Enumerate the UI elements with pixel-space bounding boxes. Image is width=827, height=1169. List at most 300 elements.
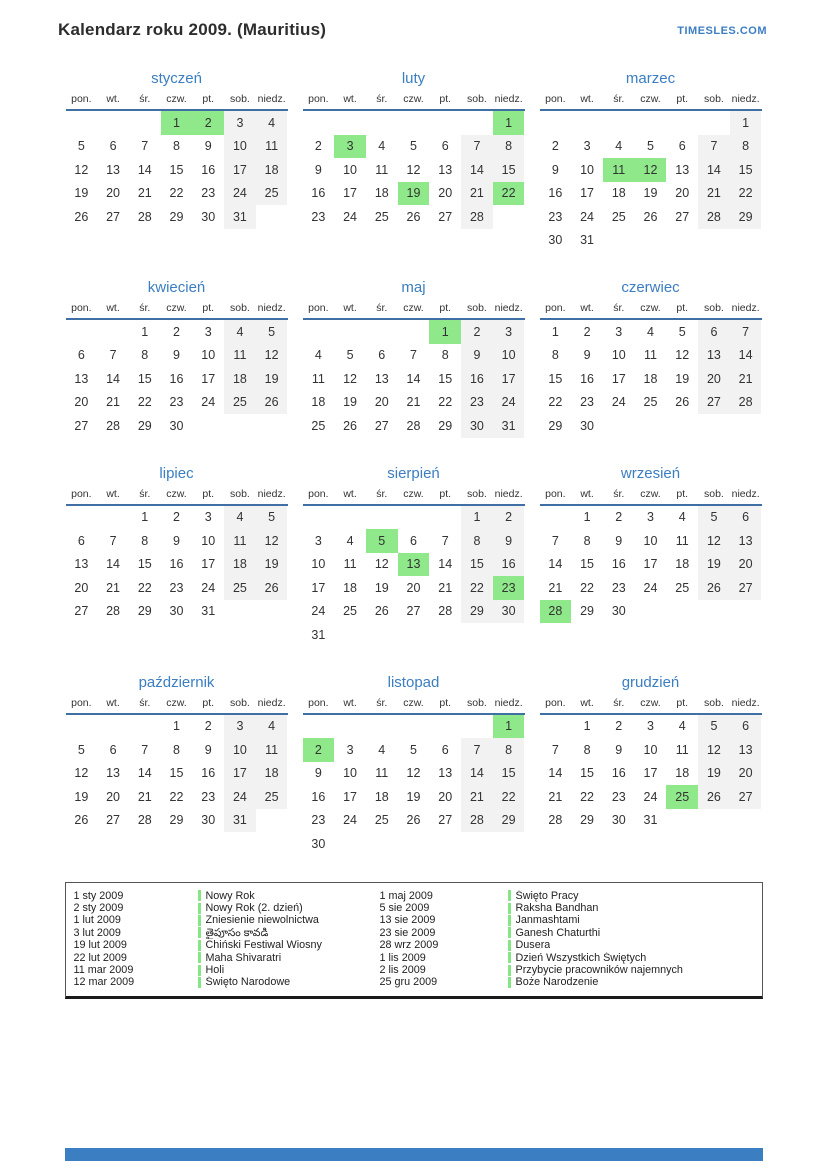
day-cell: 27: [698, 391, 730, 415]
day-cell: 6: [77, 348, 85, 363]
weekday-header: śr.: [613, 487, 625, 500]
holiday-label: Dusera: [515, 939, 551, 952]
day-cell: 26: [406, 813, 421, 828]
day-cell: [635, 414, 667, 438]
day-cell: 12: [74, 162, 89, 177]
holiday-name: [508, 927, 756, 939]
month-title: marzec: [625, 70, 676, 87]
day-cell: 27: [438, 813, 453, 828]
day-cell: 5: [410, 139, 417, 154]
day-cell: 26: [406, 209, 421, 224]
weekday-header: sob.: [229, 93, 250, 105]
holiday-name: [508, 976, 756, 988]
day-cell: 16: [611, 557, 626, 572]
day-cell: 24: [224, 785, 256, 809]
day-cell: 15: [461, 553, 493, 577]
day-cell: 3: [224, 715, 256, 739]
holiday-name: [508, 939, 756, 951]
day-cell: 11: [603, 158, 635, 182]
day-cell: 4: [615, 139, 623, 154]
weekday-header: śr.: [139, 696, 151, 709]
day-cell: 21: [106, 395, 121, 410]
day-cell: [635, 229, 667, 253]
day-cell: 18: [374, 186, 389, 201]
day-cell: 13: [106, 162, 121, 177]
weekday-row: [540, 488, 762, 506]
holiday-legend: [65, 882, 763, 999]
day-cell: 21: [698, 182, 730, 206]
day-cell: [398, 623, 430, 647]
day-cell: [398, 320, 430, 344]
day-cell: 11: [311, 371, 325, 386]
day-cell: [493, 205, 525, 229]
holiday-label: Święto Narodowe: [205, 976, 291, 989]
day-cell: 5: [698, 715, 730, 739]
day-cell: [730, 229, 762, 253]
day-cell: 27: [730, 785, 762, 809]
day-cell: 2: [303, 738, 335, 762]
day-cell: 30: [580, 418, 595, 433]
day-cell: 14: [106, 371, 121, 386]
holiday-marker: [508, 915, 511, 926]
day-cell: [334, 715, 366, 739]
day-cell: 10: [643, 742, 658, 757]
day-cell: 20: [675, 186, 690, 201]
day-cell: 27: [406, 604, 421, 619]
month-title: listopad: [387, 673, 440, 691]
day-cell: [603, 414, 635, 438]
day-cell: [398, 715, 430, 739]
day-cell: 9: [173, 533, 180, 548]
weekday-header: wt.: [580, 93, 594, 105]
day-cell: 16: [580, 371, 595, 386]
page-title: Kalendarz roku 2009. (Mauritius): [58, 20, 327, 39]
day-cell: [334, 320, 366, 344]
day-cell: 26: [256, 576, 288, 600]
day-cell: 14: [698, 158, 730, 182]
day-cell: 5: [256, 320, 288, 344]
weekday-header: pt.: [202, 696, 215, 709]
day-cell: 31: [580, 233, 595, 248]
day-cell: 15: [730, 158, 762, 182]
weekday-header: czw.: [403, 487, 424, 500]
day-cell: 26: [698, 576, 730, 600]
day-cell: [366, 506, 398, 530]
day-cell: [429, 623, 461, 647]
day-cell: 20: [106, 186, 121, 201]
day-cell: 14: [106, 557, 121, 572]
day-cell: 21: [137, 789, 152, 804]
day-cell: 9: [583, 348, 591, 363]
day-cell: [303, 320, 335, 344]
day-cell: 26: [74, 813, 89, 828]
holiday-date: 2 lis 2009: [379, 963, 426, 976]
day-cell: 18: [675, 557, 690, 572]
day-cell: 19: [374, 580, 389, 595]
month-block-9: [540, 465, 762, 624]
month-block-11: [303, 674, 525, 856]
day-cell: 3: [314, 533, 322, 548]
day-cell: 8: [583, 533, 591, 548]
weekday-header: pt.: [676, 696, 689, 709]
day-cell: 12: [635, 158, 667, 182]
day-cell: 16: [311, 789, 326, 804]
day-cell: 11: [375, 162, 389, 177]
weekday-row: [66, 488, 288, 506]
day-cell: 3: [583, 139, 591, 154]
day-cell: 29: [169, 209, 184, 224]
day-cell: 17: [611, 371, 626, 386]
day-cell: 26: [643, 209, 658, 224]
weekday-header: pon.: [71, 93, 92, 105]
day-cell: 19: [74, 186, 89, 201]
day-cell: 7: [698, 135, 730, 159]
holiday-date: 3 lut 2009: [73, 926, 121, 939]
day-cell: 3: [204, 510, 212, 525]
holiday-label: Przybycie pracowników najemnych: [515, 963, 683, 976]
day-cell: 20: [406, 580, 421, 595]
weekday-header: niedz.: [731, 93, 760, 105]
day-cell: 12: [374, 557, 389, 572]
weekday-header: śr.: [376, 487, 388, 500]
holiday-label: Zniesienie niewolnictwa: [205, 914, 319, 927]
day-cell: [429, 111, 461, 135]
site-link[interactable]: TIMESLES.COM: [677, 25, 767, 37]
day-cell: 12: [343, 371, 358, 386]
day-cell: 16: [169, 371, 184, 386]
holiday-marker: [198, 977, 201, 988]
day-cell: 13: [74, 557, 89, 572]
day-cell: 22: [169, 186, 184, 201]
holiday-name: [198, 964, 380, 976]
weekday-row: [540, 302, 762, 320]
day-cell: 3: [224, 111, 256, 135]
holiday-label: తైపూసం కావడి: [205, 926, 269, 939]
day-cell: [366, 111, 398, 135]
weekday-header: sob.: [466, 302, 487, 314]
day-cell: 17: [224, 158, 256, 182]
holiday-marker: [508, 903, 511, 914]
day-cell: 16: [201, 766, 216, 781]
day-cell: 28: [137, 209, 152, 224]
day-cell: 2: [173, 324, 180, 339]
day-cell: 27: [438, 209, 453, 224]
weekday-header: sob.: [466, 93, 487, 105]
day-cell: 29: [548, 418, 563, 433]
day-cell: 17: [224, 762, 256, 786]
day-cell: 10: [343, 162, 358, 177]
weekday-header: wt.: [343, 696, 357, 709]
day-cell: 21: [548, 580, 563, 595]
day-cell: 16: [493, 553, 525, 577]
day-cell: [224, 600, 256, 624]
day-cell: [66, 111, 98, 135]
day-cell: 24: [643, 789, 658, 804]
month-title: sierpień: [387, 464, 440, 482]
day-cell: 25: [611, 209, 626, 224]
day-cell: 6: [730, 715, 762, 739]
month-block-3: [540, 70, 762, 252]
day-cell: 9: [314, 766, 322, 781]
day-cell: 11: [644, 348, 657, 363]
day-cell: 22: [548, 395, 563, 410]
day-cell: 31: [643, 813, 658, 828]
day-cell: 22: [438, 395, 453, 410]
day-cell: 4: [647, 324, 654, 339]
day-cell: 1: [141, 510, 149, 525]
weekday-row: [303, 93, 525, 111]
day-cell: [334, 506, 366, 530]
weekday-header: sob.: [229, 696, 250, 709]
day-cell: 16: [611, 766, 626, 781]
day-grid: [66, 506, 288, 624]
day-cell: 2: [615, 510, 623, 525]
day-cell: 30: [611, 604, 626, 619]
holiday-marker: [198, 915, 201, 926]
day-cell: 6: [410, 533, 417, 548]
day-cell: 1: [493, 715, 525, 739]
day-cell: [398, 506, 430, 530]
month-block-1: [66, 70, 288, 229]
day-cell: 22: [493, 785, 525, 809]
day-grid: [66, 715, 288, 833]
day-cell: 5: [647, 139, 654, 154]
holiday-label: Ganesh Chaturthi: [515, 926, 601, 939]
month-block-6: [540, 279, 762, 438]
day-cell: 13: [438, 766, 453, 781]
weekday-header: pon.: [545, 696, 566, 709]
day-cell: 28: [698, 205, 730, 229]
weekday-header: wt.: [343, 487, 357, 500]
day-grid: [303, 506, 525, 647]
day-cell: 14: [438, 557, 453, 572]
day-cell: 11: [224, 344, 256, 368]
day-cell: [398, 832, 430, 856]
day-cell: 27: [106, 209, 121, 224]
day-cell: 11: [224, 529, 256, 553]
day-cell: 8: [141, 348, 149, 363]
weekday-header: pt.: [202, 93, 215, 105]
day-cell: 18: [224, 367, 256, 391]
day-cell: 26: [698, 785, 730, 809]
weekday-header: niedz.: [731, 487, 760, 500]
day-cell: 6: [441, 742, 449, 757]
day-cell: 13: [730, 738, 762, 762]
weekday-header: śr.: [613, 302, 625, 314]
day-cell: 26: [256, 391, 288, 415]
day-cell: 28: [406, 418, 421, 433]
holiday-date: 23 sie 2009: [379, 926, 436, 939]
day-cell: 12: [406, 162, 421, 177]
day-cell: 27: [74, 418, 89, 433]
weekday-header: pt.: [676, 93, 689, 105]
day-cell: 12: [698, 738, 730, 762]
day-cell: 13: [106, 766, 121, 781]
day-cell: 8: [173, 139, 180, 154]
day-cell: 21: [548, 789, 563, 804]
day-cell: 14: [461, 158, 493, 182]
day-cell: 24: [493, 391, 525, 415]
day-grid: [540, 715, 762, 833]
weekday-header: czw.: [640, 487, 661, 500]
day-cell: 13: [675, 162, 690, 177]
weekday-header: niedz.: [257, 93, 286, 105]
day-cell: 15: [580, 766, 595, 781]
day-cell: 17: [311, 580, 326, 595]
day-grid: [66, 320, 288, 438]
day-cell: 17: [343, 789, 358, 804]
day-cell: 8: [493, 738, 525, 762]
day-cell: [603, 229, 635, 253]
weekday-header: czw.: [640, 93, 661, 105]
weekday-header: czw.: [640, 302, 661, 314]
day-cell: [366, 320, 398, 344]
weekday-header: śr.: [376, 93, 388, 105]
day-cell: 8: [551, 348, 559, 363]
weekday-header: czw.: [640, 696, 661, 709]
day-cell: 8: [141, 533, 149, 548]
weekday-header: czw.: [166, 696, 187, 709]
day-cell: 15: [137, 371, 152, 386]
day-cell: 30: [493, 600, 525, 624]
day-cell: 13: [398, 553, 430, 577]
day-cell: 21: [406, 395, 421, 410]
holiday-date: 22 lut 2009: [73, 951, 127, 964]
day-cell: 7: [410, 348, 417, 363]
day-cell: 18: [256, 158, 288, 182]
day-cell: 29: [169, 813, 184, 828]
day-cell: [366, 715, 398, 739]
weekday-header: niedz.: [494, 487, 523, 500]
day-cell: 4: [224, 320, 256, 344]
holiday-marker: [198, 952, 201, 963]
day-cell: [97, 111, 129, 135]
holiday-label: Maha Shivaratri: [205, 951, 282, 964]
day-grid: [303, 320, 525, 438]
day-cell: 20: [730, 553, 762, 577]
day-cell: [730, 809, 762, 833]
day-cell: [366, 623, 398, 647]
day-cell: 1: [583, 719, 591, 734]
day-cell: [493, 623, 525, 647]
day-cell: 9: [615, 742, 623, 757]
month-title: maj: [401, 279, 426, 296]
day-cell: [666, 809, 698, 833]
day-cell: 15: [580, 557, 595, 572]
day-cell: 24: [201, 580, 216, 595]
day-cell: [666, 111, 698, 135]
day-cell: [635, 600, 667, 624]
holiday-date: 5 sie 2009: [379, 901, 430, 914]
holiday-marker: [198, 890, 201, 901]
day-cell: 12: [256, 344, 288, 368]
day-cell: [129, 715, 161, 739]
day-cell: 4: [346, 533, 354, 548]
day-cell: 17: [201, 371, 216, 386]
holiday-marker: [508, 927, 511, 938]
day-cell: 27: [106, 813, 121, 828]
month-title: październik: [138, 673, 215, 691]
day-cell: [398, 111, 430, 135]
weekday-header: sob.: [229, 302, 250, 314]
day-cell: 10: [580, 162, 595, 177]
day-cell: 13: [438, 162, 453, 177]
day-cell: 20: [74, 580, 89, 595]
day-cell: 18: [643, 371, 658, 386]
day-cell: 19: [256, 367, 288, 391]
day-cell: 14: [730, 344, 762, 368]
day-cell: 1: [173, 719, 180, 734]
day-cell: 11: [675, 742, 689, 757]
day-cell: 17: [493, 367, 525, 391]
day-cell: [303, 715, 335, 739]
day-cell: 6: [77, 533, 85, 548]
day-cell: 15: [438, 371, 453, 386]
holiday-name: [508, 890, 756, 902]
day-cell: 10: [224, 738, 256, 762]
day-cell: 25: [224, 391, 256, 415]
day-grid: [540, 506, 762, 624]
day-cell: 20: [74, 395, 89, 410]
day-cell: 20: [438, 186, 453, 201]
day-cell: 27: [374, 418, 389, 433]
day-cell: 30: [611, 813, 626, 828]
day-cell: [730, 600, 762, 624]
day-cell: 13: [730, 529, 762, 553]
day-cell: 6: [698, 320, 730, 344]
day-cell: 27: [675, 209, 690, 224]
weekday-header: czw.: [403, 302, 424, 314]
weekday-row: [66, 93, 288, 111]
day-cell: 31: [311, 627, 326, 642]
day-cell: 30: [311, 836, 326, 851]
day-cell: 8: [173, 742, 180, 757]
day-cell: 31: [224, 205, 256, 229]
day-cell: 5: [256, 506, 288, 530]
weekday-header: sob.: [703, 302, 724, 314]
holiday-marker: [198, 903, 201, 914]
weekday-row: [303, 488, 525, 506]
day-cell: 6: [109, 742, 117, 757]
day-cell: 23: [611, 789, 626, 804]
day-cell: [698, 414, 730, 438]
day-cell: 20: [438, 789, 453, 804]
month-title: kwiecień: [147, 279, 206, 296]
weekday-header: niedz.: [257, 487, 286, 500]
day-cell: 20: [730, 762, 762, 786]
day-cell: 10: [493, 344, 525, 368]
day-cell: 28: [106, 418, 121, 433]
holiday-name: [198, 952, 380, 964]
day-cell: [666, 414, 698, 438]
page-header: [0, 0, 827, 40]
day-cell: 5: [410, 742, 417, 757]
holiday-label: Nowy Rok (2. dzień): [205, 901, 303, 914]
month-block-10: [66, 674, 288, 833]
day-cell: 20: [698, 367, 730, 391]
holiday-marker: [508, 977, 511, 988]
month-block-2: [303, 70, 525, 229]
weekday-header: pon.: [71, 487, 92, 500]
day-cell: [429, 832, 461, 856]
weekday-header: czw.: [166, 93, 187, 105]
holiday-marker: [508, 952, 511, 963]
calendar-grid: [66, 70, 762, 856]
day-cell: 18: [611, 186, 626, 201]
day-cell: 4: [678, 510, 686, 525]
day-cell: 15: [137, 557, 152, 572]
day-cell: 10: [224, 135, 256, 159]
